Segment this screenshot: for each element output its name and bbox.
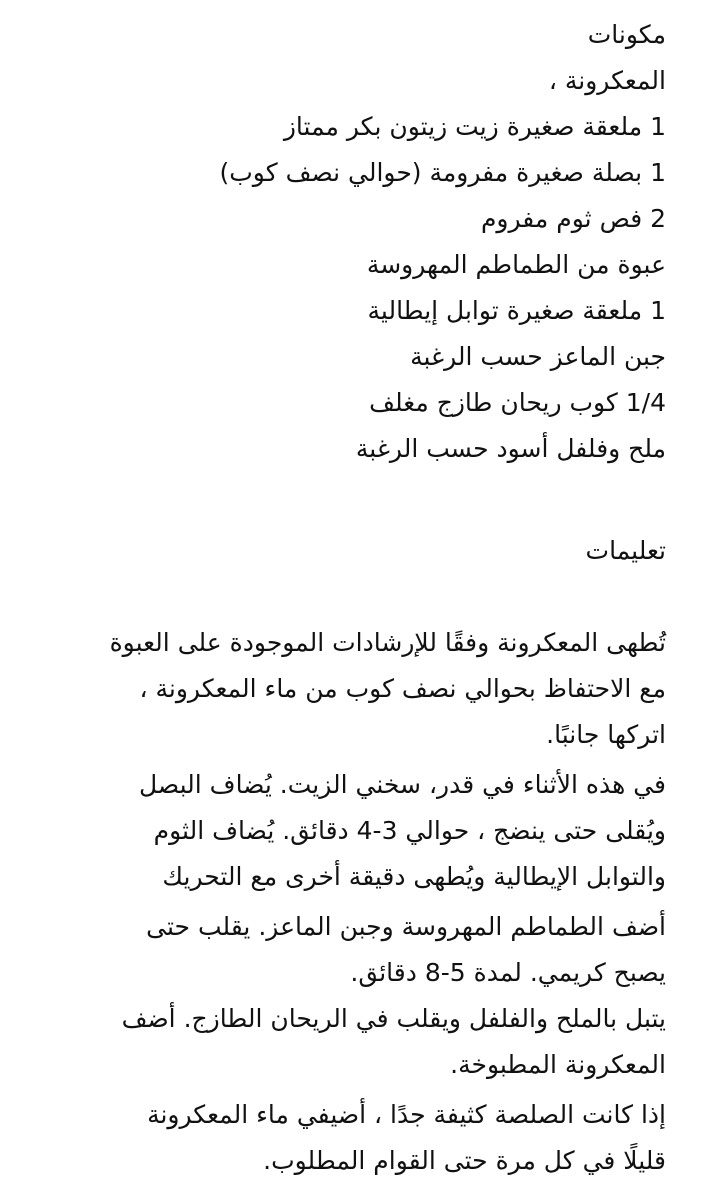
instruction-line: أضف الطماطم المهروسة وجبن الماعز. يقلب حتى [146,912,666,941]
instruction-line: المعكرونة المطبوخة. [450,1050,666,1079]
ingredient-item: 1 ملعقة صغيرة زيت زيتون بكر ممتاز [283,112,666,141]
instruction-line: ويُقلى حتى ينضج ، حوالي 3-4 دقائق. يُضاف الثوم [153,816,666,845]
instruction-line: اتركها جانبًا. [546,720,666,749]
ingredient-item: جبن الماعز حسب الرغبة [410,342,666,371]
instruction-line: تُطهى المعكرونة وفقًا للإرشادات الموجودة على العبوة [109,628,666,657]
instruction-line: قليلًا في كل مرة حتى القوام المطلوب. [263,1146,666,1175]
instruction-line: يصبح كريمي. لمدة 5-8 دقائق. [350,958,666,987]
instructions-heading: تعليمات [585,536,666,565]
instruction-line: والتوابل الإيطالية ويُطهى دقيقة أخرى مع التحريك [162,862,666,891]
instruction-line: يتبل بالملح والفلفل ويقلب في الريحان الطازج. أضف [121,1004,666,1033]
ingredient-item: عبوة من الطماطم المهروسة [366,250,666,279]
instruction-line: مع الاحتفاظ بحوالي نصف كوب من ماء المعكرونة ، [139,674,666,703]
ingredient-item: 1 بصلة صغيرة مفرومة (حوالي نصف كوب) [219,158,666,187]
ingredients-heading: مكونات [587,20,666,49]
ingredient-item: ملح وفلفل أسود حسب الرغبة [355,434,666,463]
ingredient-item: المعكرونة ، [548,66,666,95]
instruction-line: إذا كانت الصلصة كثيفة جدًا ، أضيفي ماء المعكرونة [147,1100,666,1129]
ingredient-item: 2 فص ثوم مفروم [480,204,666,233]
ingredient-item: 1/4 كوب ريحان طازج مغلف [369,388,666,417]
ingredient-item: 1 ملعقة صغيرة توابل إيطالية [367,296,666,325]
instruction-line: في هذه الأثناء في قدر، سخني الزيت. يُضاف البصل [138,770,666,799]
